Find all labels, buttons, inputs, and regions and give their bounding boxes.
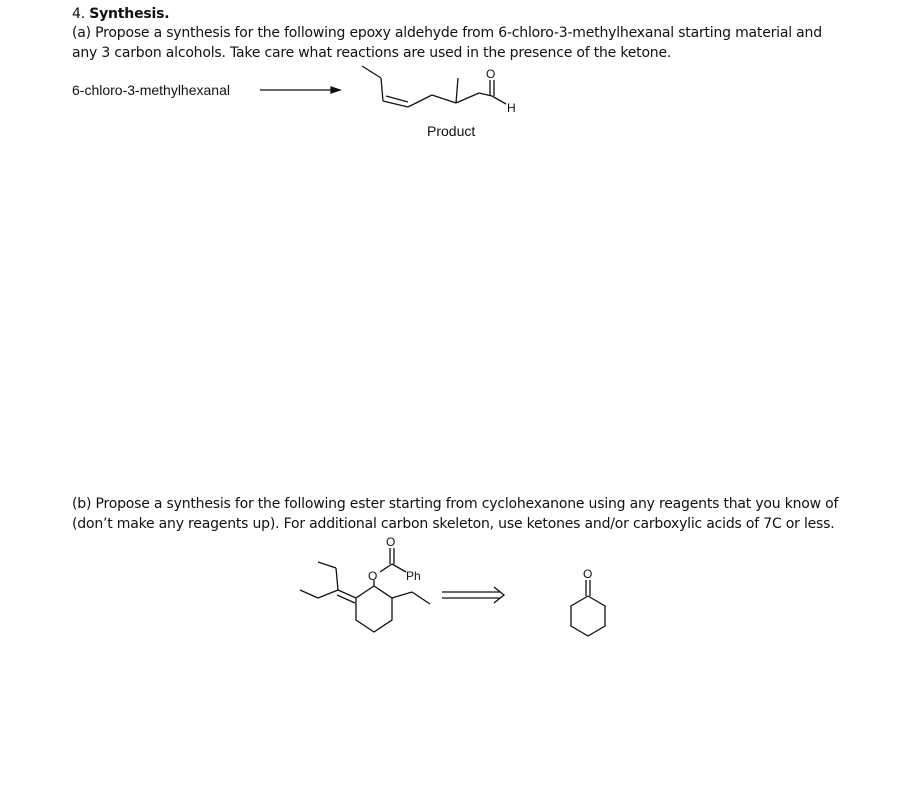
product-aldehyde-hydrogen: H	[507, 101, 516, 115]
ester-carbonyl-oxygen: O	[386, 535, 396, 549]
product-label: Product	[427, 123, 476, 139]
cyclohexanone-oxygen: O	[583, 567, 593, 581]
starting-material-label: 6-chloro-3-methylhexanal	[72, 82, 230, 98]
part-a-line-2: any 3 carbon alcohols. Take care what reactions are used in the presence of the ketone.	[72, 45, 672, 61]
phenyl-label: Ph	[406, 569, 421, 583]
question-title: Synthesis.	[89, 6, 170, 22]
product-carbonyl-oxygen: O	[486, 67, 496, 81]
ester-oxygen: O	[368, 569, 378, 583]
part-b-line-2: (don’t make any reagents up). For additional carbon skeleton, use ketones and/or carboxylic acids of 7C or less.	[72, 516, 835, 532]
part-a-line-1: (a) Propose a synthesis for the following epoxy aldehyde from 6-chloro-3-methylhexanal starting material and	[72, 25, 822, 41]
part-b-line-1: (b) Propose a synthesis for the following ester starting from cyclohexanone using any reagents that you know of	[72, 496, 839, 512]
question-number: 4.	[72, 6, 85, 22]
